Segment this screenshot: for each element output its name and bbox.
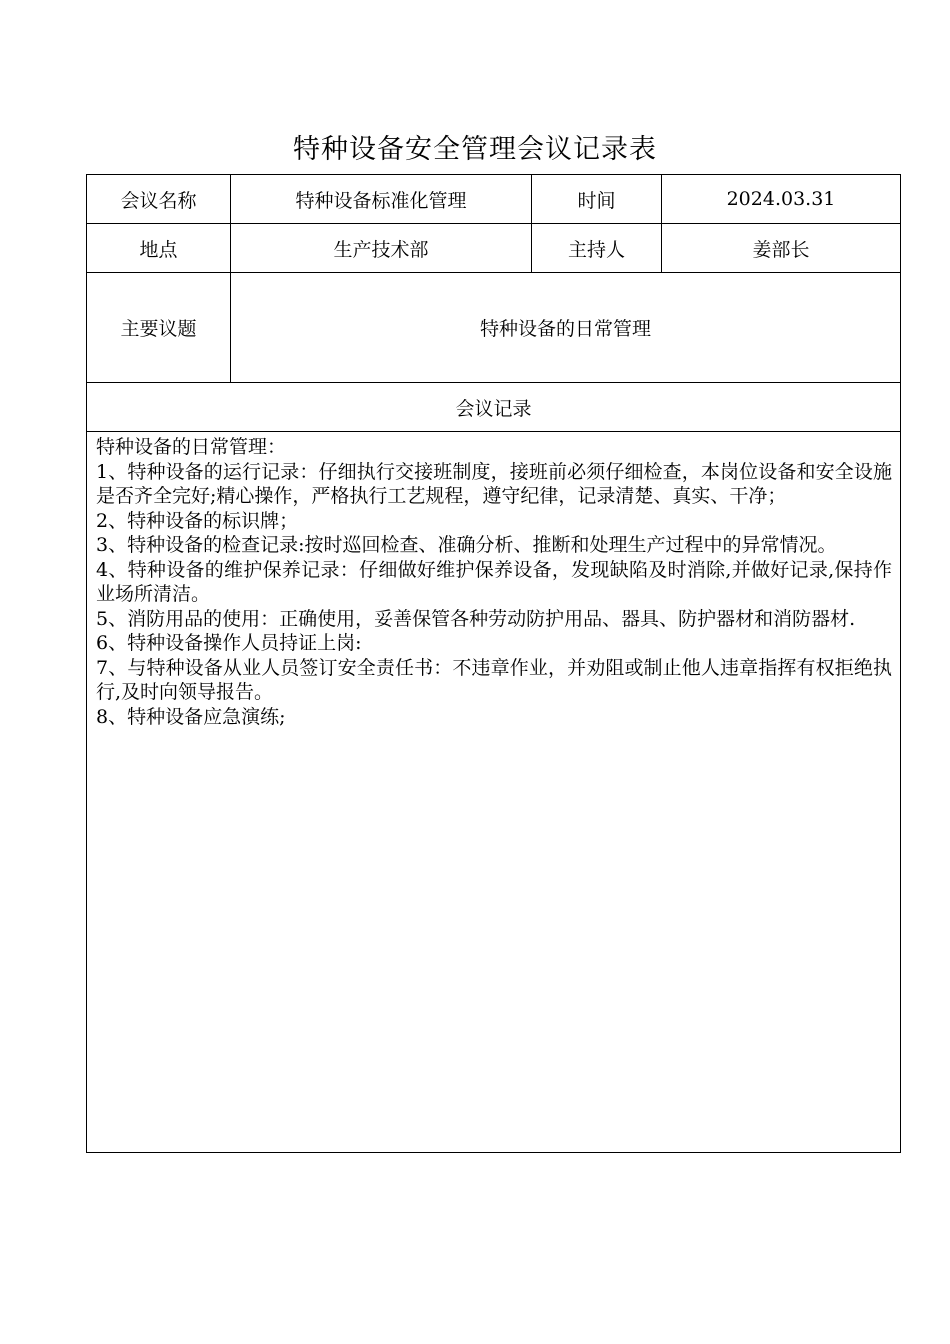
record-line: 3、特种设备的检查记录:按时巡回检查、准确分析、推断和处理生产过程中的异常情况。 bbox=[96, 534, 837, 556]
time-value: 2024.03.31 bbox=[662, 175, 901, 224]
record-line: 7、与特种设备从业人员签订安全责任书：不违章作业，并劝阻或制止他人违章指挥有权拒绝执行,及时向领导报告。 bbox=[96, 656, 892, 703]
record-line: 特种设备的日常管理： bbox=[96, 436, 287, 458]
host-label: 主持人 bbox=[532, 224, 662, 273]
table-row bbox=[87, 273, 901, 383]
record-line: 2、特种设备的标识牌； bbox=[96, 509, 299, 532]
table-row bbox=[87, 383, 901, 432]
record-line: 4、特种设备的维护保养记录：仔细做好维护保养设备，发现缺陷及时消除,并做好记录,保持作业场所清洁。 bbox=[96, 558, 892, 605]
time-label: 时间 bbox=[532, 175, 662, 224]
location-value: 生产技术部 bbox=[231, 224, 532, 273]
table-row bbox=[87, 175, 901, 224]
table-row bbox=[87, 224, 901, 273]
meeting-name-label: 会议名称 bbox=[87, 175, 231, 224]
meeting-record-table bbox=[86, 174, 901, 1153]
topic-label: 主要议题 bbox=[87, 273, 231, 383]
topic-value: 特种设备的日常管理 bbox=[231, 273, 901, 383]
meeting-name-value: 特种设备标准化管理 bbox=[231, 175, 532, 224]
record-line: 5、消防用品的使用：正确使用，妥善保管各种劳动防护用品、器具、防护器材和消防器材. bbox=[96, 607, 856, 630]
record-line: 6、特种设备操作人员持证上岗: bbox=[96, 632, 362, 654]
document-title: 特种设备安全管理会议记录表 bbox=[293, 134, 657, 165]
record-header: 会议记录 bbox=[87, 383, 901, 432]
host-value: 姜部长 bbox=[662, 224, 901, 273]
table-row bbox=[87, 432, 901, 1153]
record-body bbox=[87, 432, 901, 1153]
record-line: 8、特种设备应急演练; bbox=[96, 705, 286, 728]
record-line: 1、特种设备的运行记录：仔细执行交接班制度，接班前必须仔细检查，本岗位设备和安全设施是否齐全完好;精心操作，严格执行工艺规程，遵守纪律，记录清楚、真实、干净； bbox=[96, 460, 892, 507]
location-label: 地点 bbox=[87, 224, 231, 273]
